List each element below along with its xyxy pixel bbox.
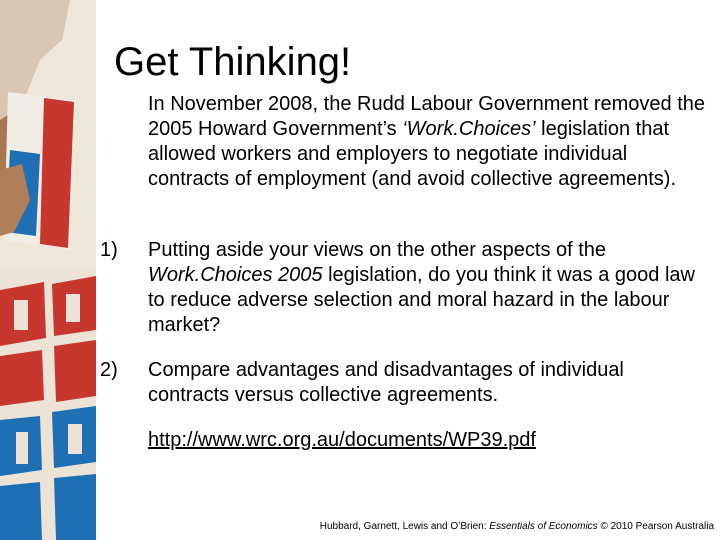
question-1-text-start: Putting aside your views on the other aspects of the — [148, 239, 607, 261]
intro-text-start: In November 2008, the Rudd Labour Government removed the 2005 Howard Government’s — [148, 93, 705, 140]
reference-link[interactable]: http://www.wrc.org.au/documents/WP39.pdf — [148, 429, 536, 451]
question-1-text-end: legislation, do you think it was a good law to reduce adverse selection and moral hazard in the labour market? — [148, 264, 695, 336]
question-1-italic-term: Work.Choices 2005 — [148, 264, 323, 286]
intro-paragraph — [148, 92, 708, 192]
intro-italic-term: ‘Work.Choices’ — [402, 118, 536, 140]
question-2-number: 2) — [100, 359, 118, 381]
credit-copyright: © 2010 Pearson Australia — [597, 521, 714, 532]
question-1-number: 1) — [100, 239, 118, 261]
copyright-credit — [320, 521, 714, 533]
credit-book-title: Essentials of Economics — [489, 521, 598, 532]
credit-authors: Hubbard, Garnett, Lewis and O’Brien: — [319, 521, 490, 532]
intro-text-end: legislation that allowed workers and employers to negotiate individual contracts of employment (and avoid collective agreements). — [148, 118, 677, 190]
book-cover-image — [0, 0, 96, 540]
slide-title: Get Thinking! — [114, 40, 352, 84]
question-2-text: Compare advantages and disadvantages of individual contracts versus collective agreements. — [148, 359, 624, 406]
question-1-text — [148, 238, 708, 338]
book-cover-illustration — [0, 0, 96, 540]
